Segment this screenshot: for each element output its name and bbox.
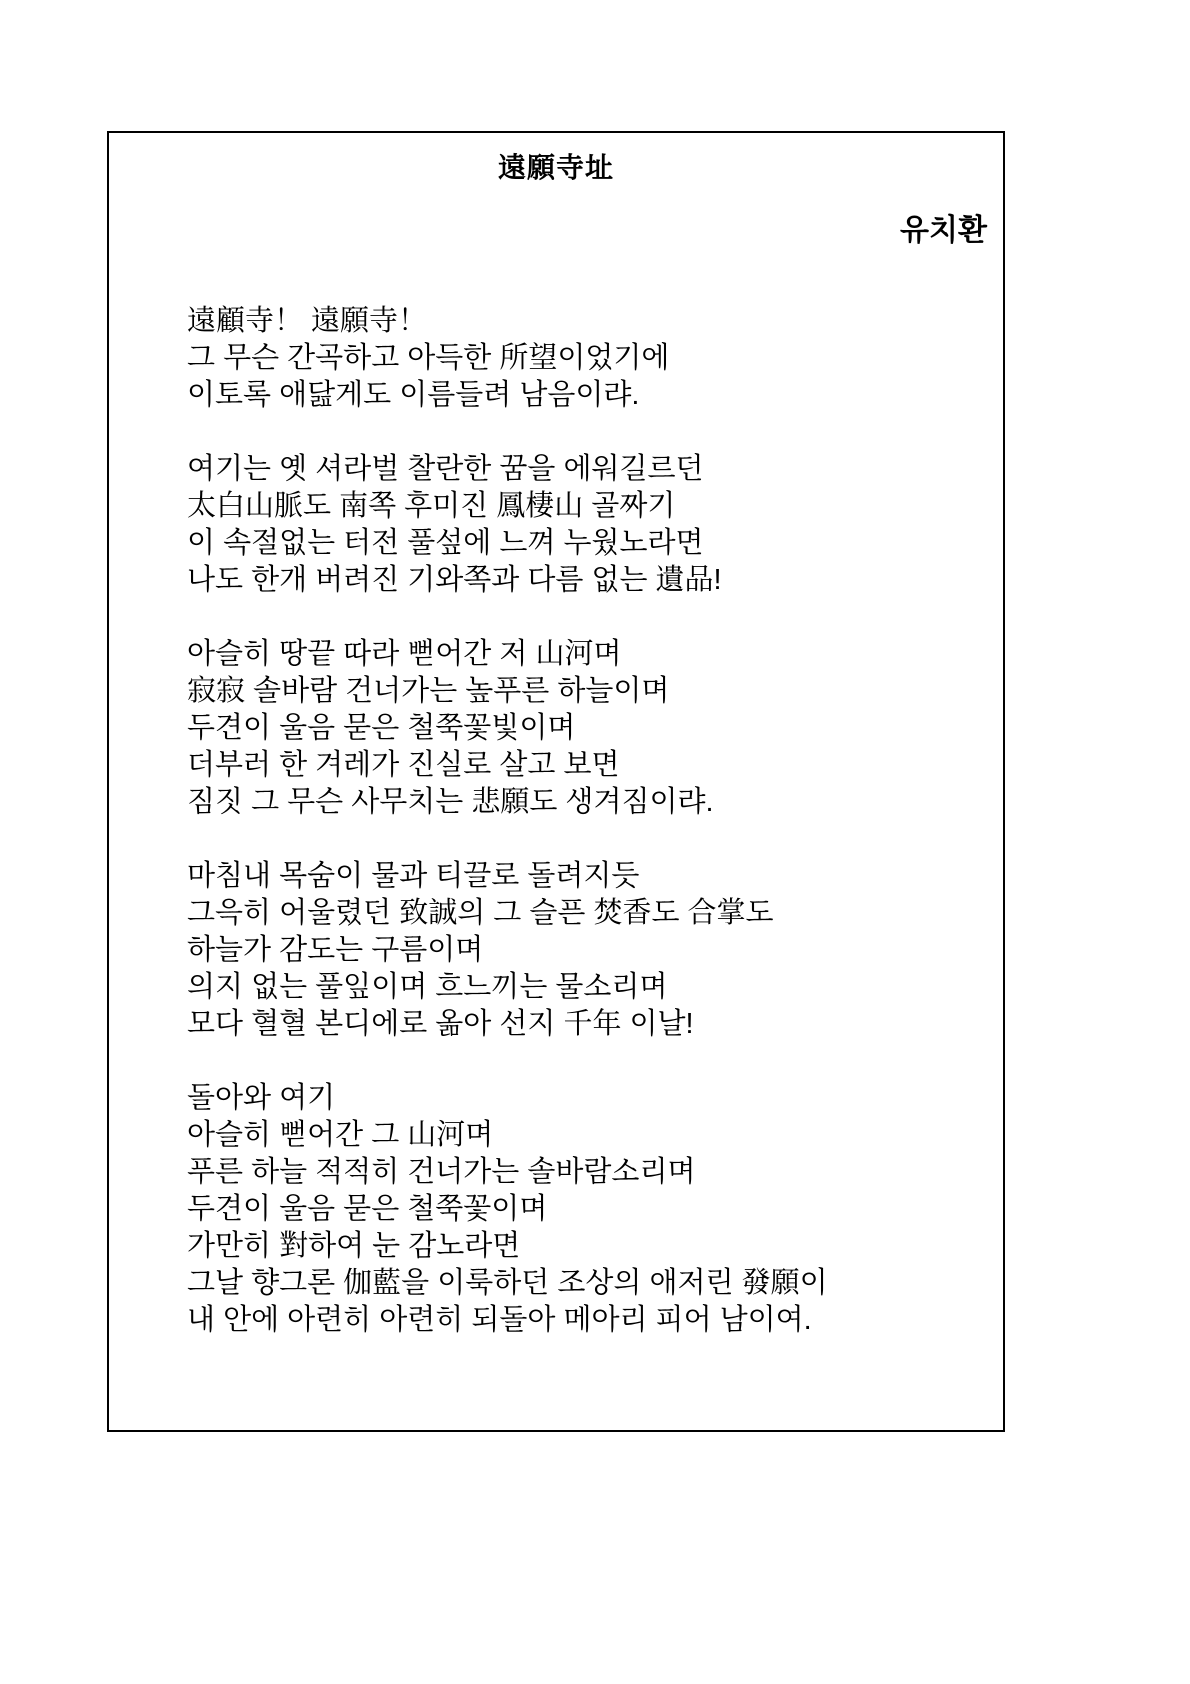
poem-line: 나도 한개 버려진 기와쪽과 다름 없는 遺品! [187, 564, 722, 596]
poem-body [187, 303, 983, 1339]
poem-line: 여기는 옛 셔라벌 찰란한 꿈을 에워길르던 [187, 453, 704, 485]
poem-line: 이 속절없는 터전 풀섶에 느껴 누웠노라면 [187, 527, 704, 559]
poem-line: 太白山脈도 南쪽 후미진 鳳棲山 골짜기 [187, 490, 676, 522]
stanza [187, 858, 983, 1043]
poem-title: 遠願寺址 [497, 152, 614, 183]
poem-line: 가만히 對하여 눈 감노라면 [187, 1230, 521, 1262]
poem-line: 푸른 하늘 적적히 건너가는 솔바람소리며 [187, 1156, 696, 1188]
poem-line: 遠顧寺！ 遠願寺！ [187, 305, 428, 337]
poem-line: 마침내 목숨이 물과 티끌로 돌려지듯 [187, 860, 640, 892]
stanza [187, 1080, 983, 1339]
poem-line: 아슬히 뻗어간 그 山河며 [187, 1119, 494, 1151]
poem-line: 모다 혈혈 본디에로 옮아 선지 千年 이날! [187, 1008, 694, 1040]
poem-line: 아슬히 땅끝 따라 뻗어간 저 山河며 [187, 638, 622, 670]
poem-author: 유치환 [900, 214, 987, 247]
poem-line: 더부러 한 겨레가 진실로 살고 보면 [187, 749, 620, 781]
poem-line: 내 안에 아련히 아련히 되돌아 메아리 피어 남이여. [187, 1304, 812, 1336]
poem-line: 의지 없는 풀잎이며 흐느끼는 물소리며 [187, 971, 668, 1003]
stanza [187, 451, 983, 599]
poem-line: 짐짓 그 무슨 사무치는 悲願도 생겨짐이랴. [187, 786, 714, 818]
poem-line: 두견이 울음 묻은 철쭉꽃빛이며 [187, 712, 576, 744]
poem-line: 하늘가 감도는 구름이며 [187, 934, 484, 966]
stanza [187, 636, 983, 821]
poem-line: 그날 향그론 伽藍을 이룩하던 조상의 애저린 發願이 [187, 1267, 828, 1299]
poem-line: 그 무슨 간곡하고 아득한 所望이었기에 [187, 342, 670, 374]
poem-line: 그윽히 어울렸던 致誠의 그 슬픈 焚香도 合掌도 [187, 897, 774, 929]
poem-line: 이토록 애닲게도 이름들려 남음이랴. [187, 379, 640, 411]
document-frame [107, 131, 1005, 1432]
stanza [187, 303, 983, 414]
poem-line: 돌아와 여기 [187, 1082, 336, 1114]
poem-line: 두견이 울음 묻은 철쭉꽃이며 [187, 1193, 548, 1225]
poem-line: 寂寂 솔바람 건너가는 높푸른 하늘이며 [187, 675, 670, 707]
